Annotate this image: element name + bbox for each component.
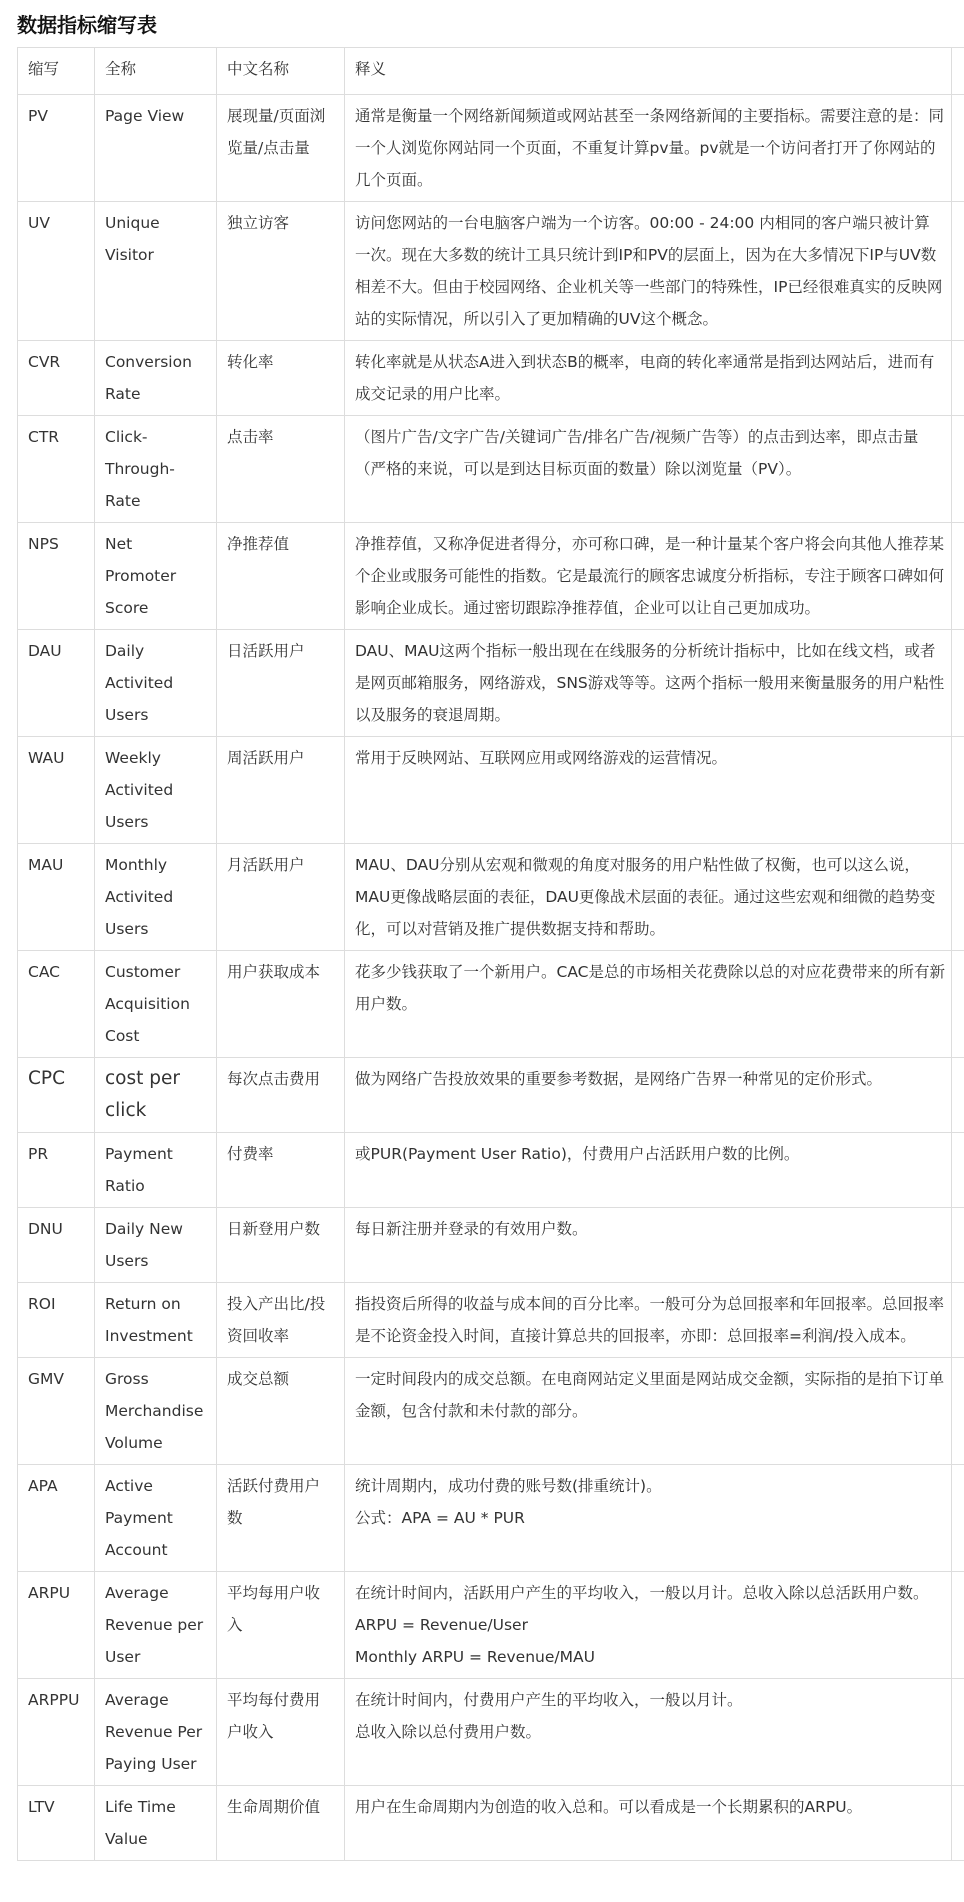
- abbr-cell: CTR: [18, 416, 95, 523]
- table-row: [18, 737, 964, 844]
- page-title: 数据指标缩写表: [17, 13, 157, 37]
- full-name-cell: Unique Visitor: [95, 202, 217, 341]
- definition-cell: [345, 1208, 952, 1283]
- abbr-cell: ARPU: [18, 1572, 95, 1679]
- definition-line: 总收入除以总付费用户数。: [355, 1723, 542, 1741]
- table-row: [18, 202, 964, 341]
- header-edge: [952, 48, 964, 95]
- chinese-name-cell: 日新登用户数: [217, 1208, 345, 1283]
- abbr-cell: UV: [18, 202, 95, 341]
- table-row: [18, 341, 964, 416]
- row-edge: [952, 1058, 964, 1133]
- definition-line: 在统计时间内，付费用户产生的平均收入，一般以月计。: [355, 1691, 743, 1709]
- full-name-cell: Conversion Rate: [95, 341, 217, 416]
- definition-line: 访问您网站的一台电脑客户端为一个访客。00:00 - 24:00 内相同的客户端只被计算一次。现在大多数的统计工具只统计到IP和PV的层面上，因为在大多情况下IP与UV数相差不大。但由于校园网络、企业机关等一些部门的特殊性，IP已经很难真实的反映网站的实际情况，所以引入了更加精确的UV这个概念。: [355, 214, 943, 328]
- abbr-cell: GMV: [18, 1358, 95, 1465]
- chinese-name-cell: 点击率: [217, 416, 345, 523]
- abbr-cell: DAU: [18, 630, 95, 737]
- full-name-cell: Daily Activited Users: [95, 630, 217, 737]
- chinese-name-cell: 生命周期价值: [217, 1786, 345, 1861]
- table-row: [18, 1358, 964, 1465]
- definition-cell: [345, 844, 952, 951]
- definition-cell: [345, 737, 952, 844]
- chinese-name-cell: 独立访客: [217, 202, 345, 341]
- table-row: [18, 1283, 964, 1358]
- row-edge: [952, 844, 964, 951]
- table-row: [18, 630, 964, 737]
- table-row: [18, 95, 964, 202]
- definition-line: 在统计时间内，活跃用户产生的平均收入，一般以月计。总收入除以总活跃用户数。ARPU = Revenue/User: [355, 1584, 929, 1634]
- chinese-name-cell: 活跃付费用户数: [217, 1465, 345, 1572]
- full-name-cell: Payment Ratio: [95, 1133, 217, 1208]
- definition-cell: [345, 341, 952, 416]
- definition-line: 用户在生命周期内为创造的收入总和。可以看成是一个长期累积的ARPU。: [355, 1798, 863, 1816]
- definition-cell: [345, 523, 952, 630]
- definition-line: 花多少钱获取了一个新用户。CAC是总的市场相关花费除以总的对应花费带来的所有新用户数。: [355, 963, 945, 1013]
- row-edge: [952, 1572, 964, 1679]
- definition-cell: [345, 416, 952, 523]
- definition-line: （图片广告/文字广告/关键词广告/排名广告/视频广告等）的点击到达率，即点击量（严格的来说，可以是到达目标页面的数量）除以浏览量（PV）。: [355, 428, 919, 478]
- row-edge: [952, 95, 964, 202]
- definition-cell: [345, 630, 952, 737]
- full-name-cell: Average Revenue per User: [95, 1572, 217, 1679]
- abbr-cell: CAC: [18, 951, 95, 1058]
- header-full-name: 全称: [95, 48, 217, 95]
- full-name-cell: Return on Investment: [95, 1283, 217, 1358]
- row-edge: [952, 630, 964, 737]
- definition-line: 公式：APA = AU * PUR: [355, 1509, 525, 1527]
- definition-cell: [345, 1358, 952, 1465]
- row-edge: [952, 1465, 964, 1572]
- chinese-name-cell: 平均每付费用户收入: [217, 1679, 345, 1786]
- abbr-cell: PV: [18, 95, 95, 202]
- full-name-cell: Active Payment Account: [95, 1465, 217, 1572]
- full-name-cell: Customer Acquisition Cost: [95, 951, 217, 1058]
- full-name-cell: Net Promoter Score: [95, 523, 217, 630]
- table-row: [18, 1133, 964, 1208]
- chinese-name-cell: 用户获取成本: [217, 951, 345, 1058]
- abbr-cell: CVR: [18, 341, 95, 416]
- definition-line: 一定时间段内的成交总额。在电商网站定义里面是网站成交金额，实际指的是拍下订单金额，包含付款和未付款的部分。: [355, 1370, 945, 1420]
- row-edge: [952, 202, 964, 341]
- table-row: [18, 523, 964, 630]
- abbr-cell: NPS: [18, 523, 95, 630]
- definition-line: 净推荐值，又称净促进者得分，亦可称口碑，是一种计量某个客户将会向其他人推荐某个企业或服务可能性的指数。它是最流行的顾客忠诚度分析指标，专注于顾客口碑如何影响企业成长。通过密切跟踪净推荐值，企业可以让自己更加成功。: [355, 535, 945, 617]
- definition-cell: [345, 1786, 952, 1861]
- row-edge: [952, 1786, 964, 1861]
- abbr-cell: WAU: [18, 737, 95, 844]
- definition-cell: [345, 1058, 952, 1133]
- table-header: [18, 48, 964, 95]
- abbr-cell: PR: [18, 1133, 95, 1208]
- table-row: [18, 951, 964, 1058]
- row-edge: [952, 1208, 964, 1283]
- definition-cell: [345, 1465, 952, 1572]
- row-edge: [952, 341, 964, 416]
- definition-line: 或PUR(Payment User Ratio)，付费用户占活跃用户数的比例。: [355, 1145, 800, 1163]
- metrics-table: [17, 47, 964, 1861]
- definition-line: 常用于反映网站、互联网应用或网络游戏的运营情况。: [355, 749, 728, 767]
- row-edge: [952, 951, 964, 1058]
- table-row: [18, 1786, 964, 1861]
- definition-cell: [345, 202, 952, 341]
- full-name-cell: Gross Merchandise Volume: [95, 1358, 217, 1465]
- chinese-name-cell: 净推荐值: [217, 523, 345, 630]
- definition-cell: [345, 951, 952, 1058]
- abbr-cell: CPC: [18, 1058, 95, 1133]
- full-name-cell: Weekly Activited Users: [95, 737, 217, 844]
- chinese-name-cell: 投入产出比/投资回收率: [217, 1283, 345, 1358]
- abbr-cell: LTV: [18, 1786, 95, 1861]
- definition-line: Monthly ARPU = Revenue/MAU: [355, 1648, 595, 1666]
- chinese-name-cell: 日活跃用户: [217, 630, 345, 737]
- row-edge: [952, 1679, 964, 1786]
- table-row: [18, 844, 964, 951]
- abbr-cell: DNU: [18, 1208, 95, 1283]
- header-definition: 释义: [345, 48, 952, 95]
- full-name-cell: Daily New Users: [95, 1208, 217, 1283]
- table-body: [18, 95, 964, 1861]
- row-edge: [952, 737, 964, 844]
- row-edge: [952, 1283, 964, 1358]
- chinese-name-cell: 月活跃用户: [217, 844, 345, 951]
- abbr-cell: APA: [18, 1465, 95, 1572]
- table-row: [18, 1208, 964, 1283]
- table-row: [18, 1572, 964, 1679]
- definition-line: 做为网络广告投放效果的重要参考数据，是网络广告界一种常见的定价形式。: [355, 1070, 883, 1088]
- chinese-name-cell: 每次点击费用: [217, 1058, 345, 1133]
- abbr-cell: ROI: [18, 1283, 95, 1358]
- abbr-cell: MAU: [18, 844, 95, 951]
- chinese-name-cell: 成交总额: [217, 1358, 345, 1465]
- definition-line: 转化率就是从状态A进入到状态B的概率，电商的转化率通常是指到达网站后，进而有成交记录的用户比率。: [355, 353, 935, 403]
- header-chinese-name: 中文名称: [217, 48, 345, 95]
- chinese-name-cell: 付费率: [217, 1133, 345, 1208]
- chinese-name-cell: 周活跃用户: [217, 737, 345, 844]
- chinese-name-cell: 平均每用户收入: [217, 1572, 345, 1679]
- row-edge: [952, 416, 964, 523]
- abbr-cell: ARPPU: [18, 1679, 95, 1786]
- row-edge: [952, 1358, 964, 1465]
- full-name-cell: Monthly Activited Users: [95, 844, 217, 951]
- definition-cell: [345, 1133, 952, 1208]
- definition-cell: [345, 95, 952, 202]
- table-row: [18, 1465, 964, 1572]
- header-row: [18, 48, 964, 95]
- full-name-cell: Click-Through-Rate: [95, 416, 217, 523]
- definition-line: DAU、MAU这两个指标一般出现在在线服务的分析统计指标中，比如在线文档，或者是网页邮箱服务，网络游戏，SNS游戏等等。这两个指标一般用来衡量服务的用户粘性以及服务的衰退周期。: [355, 642, 945, 724]
- definition-line: 每日新注册并登录的有效用户数。: [355, 1220, 588, 1238]
- chinese-name-cell: 展现量/页面浏览量/点击量: [217, 95, 345, 202]
- definition-cell: [345, 1283, 952, 1358]
- row-edge: [952, 1133, 964, 1208]
- definition-cell: [345, 1679, 952, 1786]
- full-name-cell: Page View: [95, 95, 217, 202]
- definition-line: 统计周期内，成功付费的账号数(排重统计)。: [355, 1477, 662, 1495]
- full-name-cell: cost per click: [95, 1058, 217, 1133]
- table-row: [18, 1058, 964, 1133]
- full-name-cell: Average Revenue Per Paying User: [95, 1679, 217, 1786]
- definition-line: MAU、DAU分别从宏观和微观的角度对服务的用户粘性做了权衡，也可以这么说，MAU更像战略层面的表征，DAU更像战术层面的表征。通过这些宏观和细微的趋势变化，可以对营销及推广提供数据支持和帮助。: [355, 856, 936, 938]
- table-row: [18, 1679, 964, 1786]
- chinese-name-cell: 转化率: [217, 341, 345, 416]
- full-name-cell: Life Time Value: [95, 1786, 217, 1861]
- row-edge: [952, 523, 964, 630]
- header-abbr: 缩写: [18, 48, 95, 95]
- definition-line: 指投资后所得的收益与成本间的百分比率。一般可分为总回报率和年回报率。总回报率是不论资金投入时间，直接计算总共的回报率，亦即：总回报率=利润/投入成本。: [355, 1295, 945, 1345]
- definition-line: 通常是衡量一个网络新闻频道或网站甚至一条网络新闻的主要指标。需要注意的是：同一个人浏览你网站同一个页面，不重复计算pv量。pv就是一个访问者打开了你网站的几个页面。: [355, 107, 945, 189]
- table-row: [18, 416, 964, 523]
- definition-cell: [345, 1572, 952, 1679]
